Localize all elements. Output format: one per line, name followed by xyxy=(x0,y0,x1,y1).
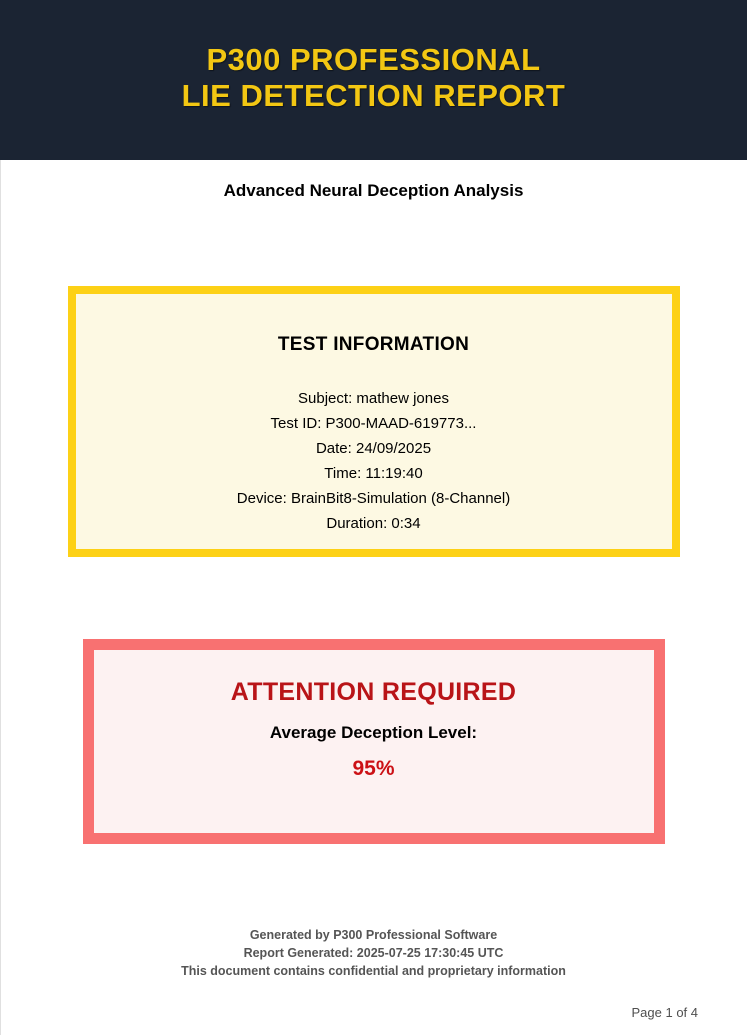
test-info-time: Time: 11:19:40 xyxy=(324,465,423,482)
footer-generated-by: Generated by P300 Professional Software xyxy=(249,928,498,942)
report-header-banner xyxy=(0,0,747,160)
test-information-rows xyxy=(86,386,662,536)
test-information-title: TEST INFORMATION xyxy=(277,334,470,355)
test-info-duration: Duration: 0:34 xyxy=(326,515,421,532)
report-title-line-2: LIE DETECTION REPORT xyxy=(181,78,566,113)
attention-required-title: ATTENTION REQUIRED xyxy=(230,678,517,706)
footer-report-generated-timestamp: Report Generated: 2025-07-25 17:30:45 UTC xyxy=(243,946,504,960)
test-info-device: Device: BrainBit8-Simulation (8-Channel) xyxy=(236,490,511,507)
attention-required-panel xyxy=(83,639,665,844)
test-information-panel xyxy=(68,286,680,557)
page-left-edge xyxy=(0,160,1,1035)
footer-confidentiality-notice: This document contains confidential and proprietary information xyxy=(181,964,566,978)
page-indicator: Page 1 of 4 xyxy=(631,1005,698,1020)
average-deception-level-label: Average Deception Level: xyxy=(269,723,478,742)
report-title-line-1: P300 PROFESSIONAL xyxy=(206,42,541,77)
report-subtitle: Advanced Neural Deception Analysis xyxy=(223,181,524,200)
test-info-test-id: Test ID: P300-MAAD-619773... xyxy=(270,415,477,432)
report-footer xyxy=(0,926,747,980)
test-info-date: Date: 24/09/2025 xyxy=(315,440,432,457)
average-deception-level-value: 95% xyxy=(352,757,395,780)
test-info-subject: Subject: mathew jones xyxy=(298,390,449,407)
